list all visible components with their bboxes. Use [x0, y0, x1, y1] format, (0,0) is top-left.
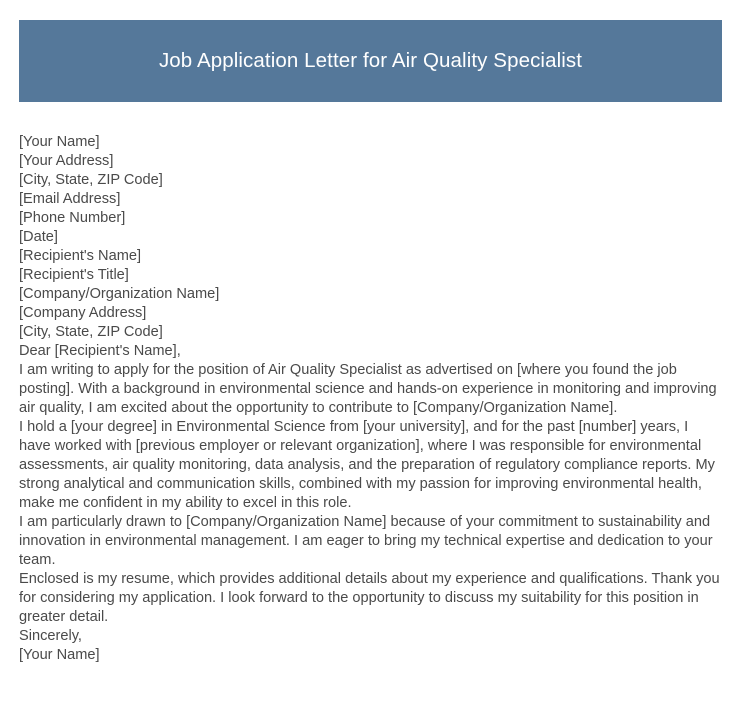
recipient-line-city: [City, State, ZIP Code] — [19, 324, 163, 340]
letter-body — [19, 133, 722, 665]
body-paragraph-3: I am particularly drawn to [Company/Organization Name] because of your commitment to sustainability and innovation in environmental management. I am eager to bring my technical expertise and dedication to your team. — [19, 514, 713, 568]
sender-line-address: [Your Address] — [19, 153, 114, 169]
sender-line-name: [Your Name] — [19, 134, 100, 150]
recipient-line-name: [Recipient's Name] — [19, 248, 142, 264]
sender-line-date: [Date] — [19, 229, 58, 245]
sender-line-phone: [Phone Number] — [19, 210, 126, 226]
sender-address-block — [19, 133, 722, 247]
page-title: Job Application Letter for Air Quality Specialist — [158, 48, 583, 72]
recipient-line-company: [Company/Organization Name] — [19, 286, 220, 302]
sender-line-email: [Email Address] — [19, 191, 121, 207]
salutation: Dear [Recipient's Name], — [19, 343, 181, 359]
letter-header-banner — [19, 20, 722, 102]
recipient-address-block — [19, 247, 722, 342]
recipient-line-title: [Recipient's Title] — [19, 267, 129, 283]
body-paragraph-4: Enclosed is my resume, which provides additional details about my experience and qualifications. Thank you for considering my application. I look forward to the opportunity to discuss my suitability for this position in greater detail. — [19, 571, 720, 625]
closing-line: Sincerely, — [19, 628, 82, 644]
body-paragraph-2: I hold a [your degree] in Environmental Science from [your university], and for the past [number] years, I have worked with [previous employer or relevant organization], where I was responsible for environmental assessments, air quality monitoring, data analysis, and the preparation of regulatory compliance reports. My strong analytical and communication skills, combined with my passion for improving environmental health, make me confident in my ability to excel in this role. — [19, 419, 715, 511]
recipient-line-address: [Company Address] — [19, 305, 147, 321]
sender-line-city: [City, State, ZIP Code] — [19, 172, 163, 188]
body-paragraph-1: I am writing to apply for the position of Air Quality Specialist as advertised on [where you found the job posting]. With a background in environmental science and hands-on experience in monitoring and improving air quality, I am excited about the opportunity to contribute to [Company/Organization Name]. — [19, 362, 717, 416]
signature-name: [Your Name] — [19, 647, 100, 663]
